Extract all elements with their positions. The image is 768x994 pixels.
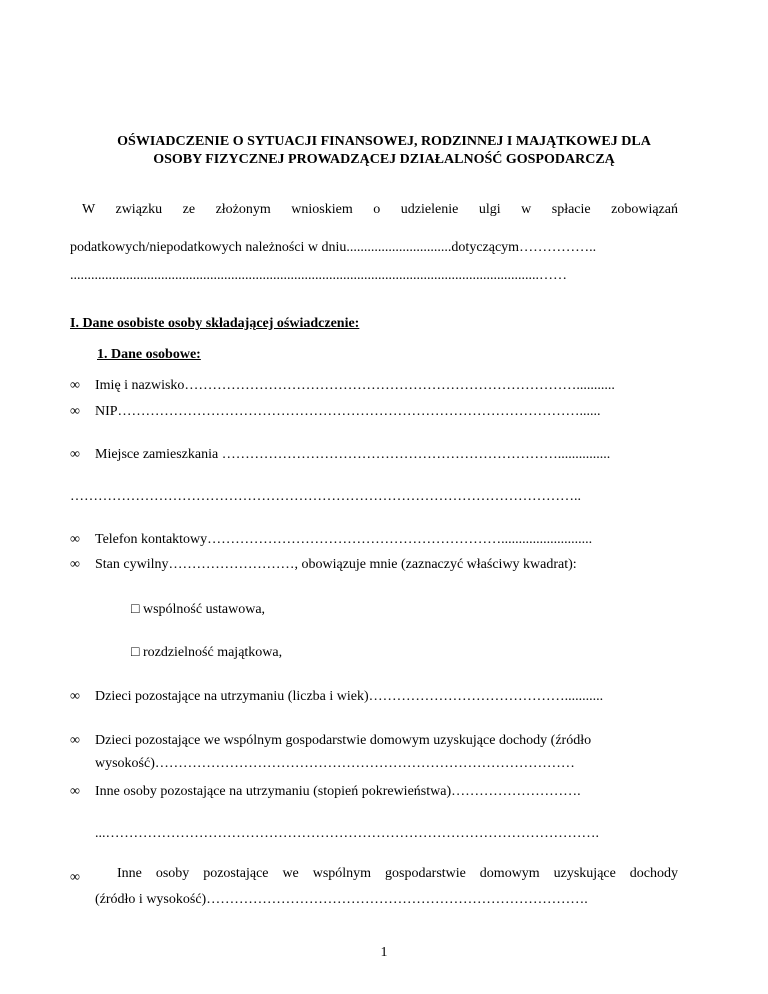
others-field: Inne osoby pozostające na utrzymaniu (stopień pokrewieństwa)………………………. (95, 784, 581, 799)
title-line-1: OŚWIADCZENIE O SYTUACJI FINANSOWEJ, RODZINNEJ I MAJĄTKOWEJ DLA (117, 134, 651, 149)
others-income-line-2: (źródło i wysokość)………………………………………………………………………. (95, 892, 588, 907)
intro-line-2: podatkowych/niepodatkowych należności w dniu..............................dotyczącym…………….. (70, 240, 597, 255)
section-1-heading: I. Dane osobiste osoby składającej oświadczenie: (70, 316, 360, 331)
address-field: Miejsce zamieszkania ………………………………………………………………............... (95, 447, 611, 462)
option-joint-property: □ wspólność ustawowa, (131, 602, 266, 617)
intro-line-3: ......................................................................................................................................…… (70, 268, 567, 283)
option-separate-property: □ rozdzielność majątkowa, (131, 645, 283, 660)
section-1-subheading: 1. Dane osobowe: (97, 347, 201, 362)
bullet-icon: ∞ (70, 689, 80, 704)
children-income-line-2: wysokość)……………………………………………………………………………… (95, 756, 575, 771)
address-continuation: ……………………………………………………………………………………………….. (70, 489, 581, 504)
marital-status-field: Stan cywilny………………………, obowiązuje mnie (zaznaczyć właściwy kwadrat): (95, 557, 577, 572)
children-income-line-1: Dzieci pozostające we wspólnym gospodarstwie domowym uzyskujące dochody (źródło (95, 733, 592, 748)
intro-line-1: W związku ze złożonym wnioskiem o udzielenie ulgi w spłacie zobowiązań (82, 202, 678, 217)
others-continuation: ...……………………………………………………………………………………………. (95, 826, 599, 841)
others-income-line-1: Inne osoby pozostające we wspólnym gospodarstwie domowym uzyskujące dochody (117, 866, 678, 881)
title-line-2: OSOBY FIZYCZNEJ PROWADZĄCEJ DZIAŁALNOŚĆ GOSPODARCZĄ (153, 152, 615, 167)
bullet-icon: ∞ (70, 870, 80, 885)
bullet-icon: ∞ (70, 404, 80, 419)
bullet-icon: ∞ (70, 784, 80, 799)
phone-field: Telefon kontaktowy……………………………………………………….......................... (95, 532, 593, 547)
bullet-icon: ∞ (70, 447, 80, 462)
bullet-icon: ∞ (70, 733, 80, 748)
page-number: 1 (380, 945, 388, 960)
name-field: Imię i nazwisko…………………………………………………………………………........... (95, 378, 615, 393)
nip-field: NIP………………………………………………………………………………………...... (95, 404, 601, 419)
bullet-icon: ∞ (70, 532, 80, 547)
title-text (0, 133, 768, 169)
bullet-icon: ∞ (70, 378, 80, 393)
children-field: Dzieci pozostające na utrzymaniu (liczba i wiek)……………………………………........... (95, 689, 604, 704)
bullet-icon: ∞ (70, 557, 80, 572)
